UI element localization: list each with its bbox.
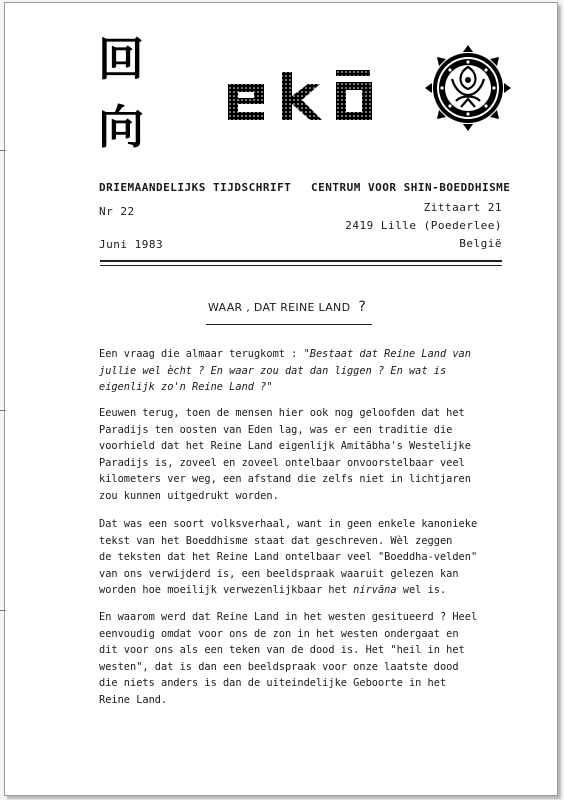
italic-run: "Bestaat dat Reine Land van — [303, 348, 471, 360]
italic-run: eigenlijk zo'n Reine Land ?" — [99, 381, 273, 394]
margin-tick — [0, 610, 6, 611]
article-title — [208, 299, 366, 315]
text-run: Dat was een soort volksverhaal, want in geen enkele kanonieke — [99, 518, 478, 530]
text-line — [99, 533, 511, 550]
text-line: En waarom werd dat Reine Land in het westen gesitueerd ? Heel — [99, 611, 478, 623]
issue-number: Nr 22 — [99, 205, 135, 218]
text-line: eenvoudig omdat voor ons de zon in het westen ondergaat en — [99, 627, 459, 640]
text-run: Een vraag die almaar terugkomt : — [99, 348, 304, 360]
text-line — [99, 363, 511, 380]
address-country: België — [459, 237, 502, 250]
eko-logo — [224, 70, 376, 126]
text-line: Paradijs is, zoveel en zoveel ontelbaar onvoorstelbaar veel — [99, 456, 465, 469]
text-run: wel is. — [396, 584, 447, 597]
text-line — [99, 549, 511, 566]
paragraph-3 — [99, 516, 511, 599]
address-street: Zittaart 21 — [423, 201, 502, 214]
italic-run: jullie wel ècht ? En waar zou dat dan liggen ? En wat is — [99, 364, 447, 377]
text-line: zou kunnen uitgedrukt worden. — [99, 489, 279, 502]
text-line — [99, 379, 511, 396]
text-run: de teksten dat het Reine Land ontelbaar veel "Boeddha-velden" — [99, 551, 478, 564]
text-line: Reine Land. — [99, 693, 168, 706]
article-title-mark: ? — [358, 299, 367, 315]
text-line — [99, 516, 511, 533]
header-rule-thin — [100, 265, 502, 266]
publication-type: DRIEMAANDELIJKS TIJDSCHRIFT — [99, 181, 292, 194]
text-line: voorhield dat het Reine Land eigenlijk Amitābha's Westelijke — [99, 440, 471, 453]
text-line — [99, 566, 511, 583]
kanji-xiang: 向 — [98, 100, 144, 154]
text-line: die niets anders is dan de uiteindelijke Geboorte in het — [99, 677, 447, 690]
address-city: 2419 Lille (Poederlee) — [345, 219, 502, 232]
article-title-text: WAAR , DAT REINE LAND — [208, 301, 351, 314]
title-underline — [206, 324, 372, 325]
organization-name: CENTRUM VOOR SHIN-BOEDDHISME — [311, 181, 511, 194]
italic-run: nirvāna — [353, 584, 397, 597]
margin-tick — [0, 150, 6, 151]
text-line: Paradijs ten oosten van Eden lag, was er een traditie die — [99, 423, 453, 436]
text-line: kilometers ver weg, een afstand die zelfs niet in lichtjaren — [99, 473, 471, 486]
paragraph-2 — [99, 405, 511, 505]
text-line: dit voor ons als een teken van de dood is. Het "heil in het — [99, 644, 465, 657]
header-rule — [100, 260, 502, 262]
text-run: van ons verwijderd is, een beeldspraak waaruit gelezen kan — [99, 567, 459, 580]
text-run: worden hoe moeilijk verwezenlijkbaar het — [99, 584, 354, 597]
text-run: tekst van het Boeddhisme staat dat geschreven. Wèl zeggen — [99, 534, 453, 547]
margin-tick — [0, 410, 6, 411]
paragraph-4 — [99, 609, 511, 709]
paragraph-1 — [99, 346, 511, 396]
issue-date: Juni 1983 — [99, 238, 164, 251]
text-line — [99, 582, 511, 599]
text-line — [99, 346, 511, 363]
text-line: westen", dat is dan een beeldspraak voor onze laatste dood — [99, 660, 459, 673]
text-line: Eeuwen terug, toen de mensen hier ook nog geloofden dat het — [99, 407, 465, 419]
dharma-wheel-emblem-icon — [425, 45, 511, 131]
kanji-hui: 回 — [98, 32, 144, 86]
